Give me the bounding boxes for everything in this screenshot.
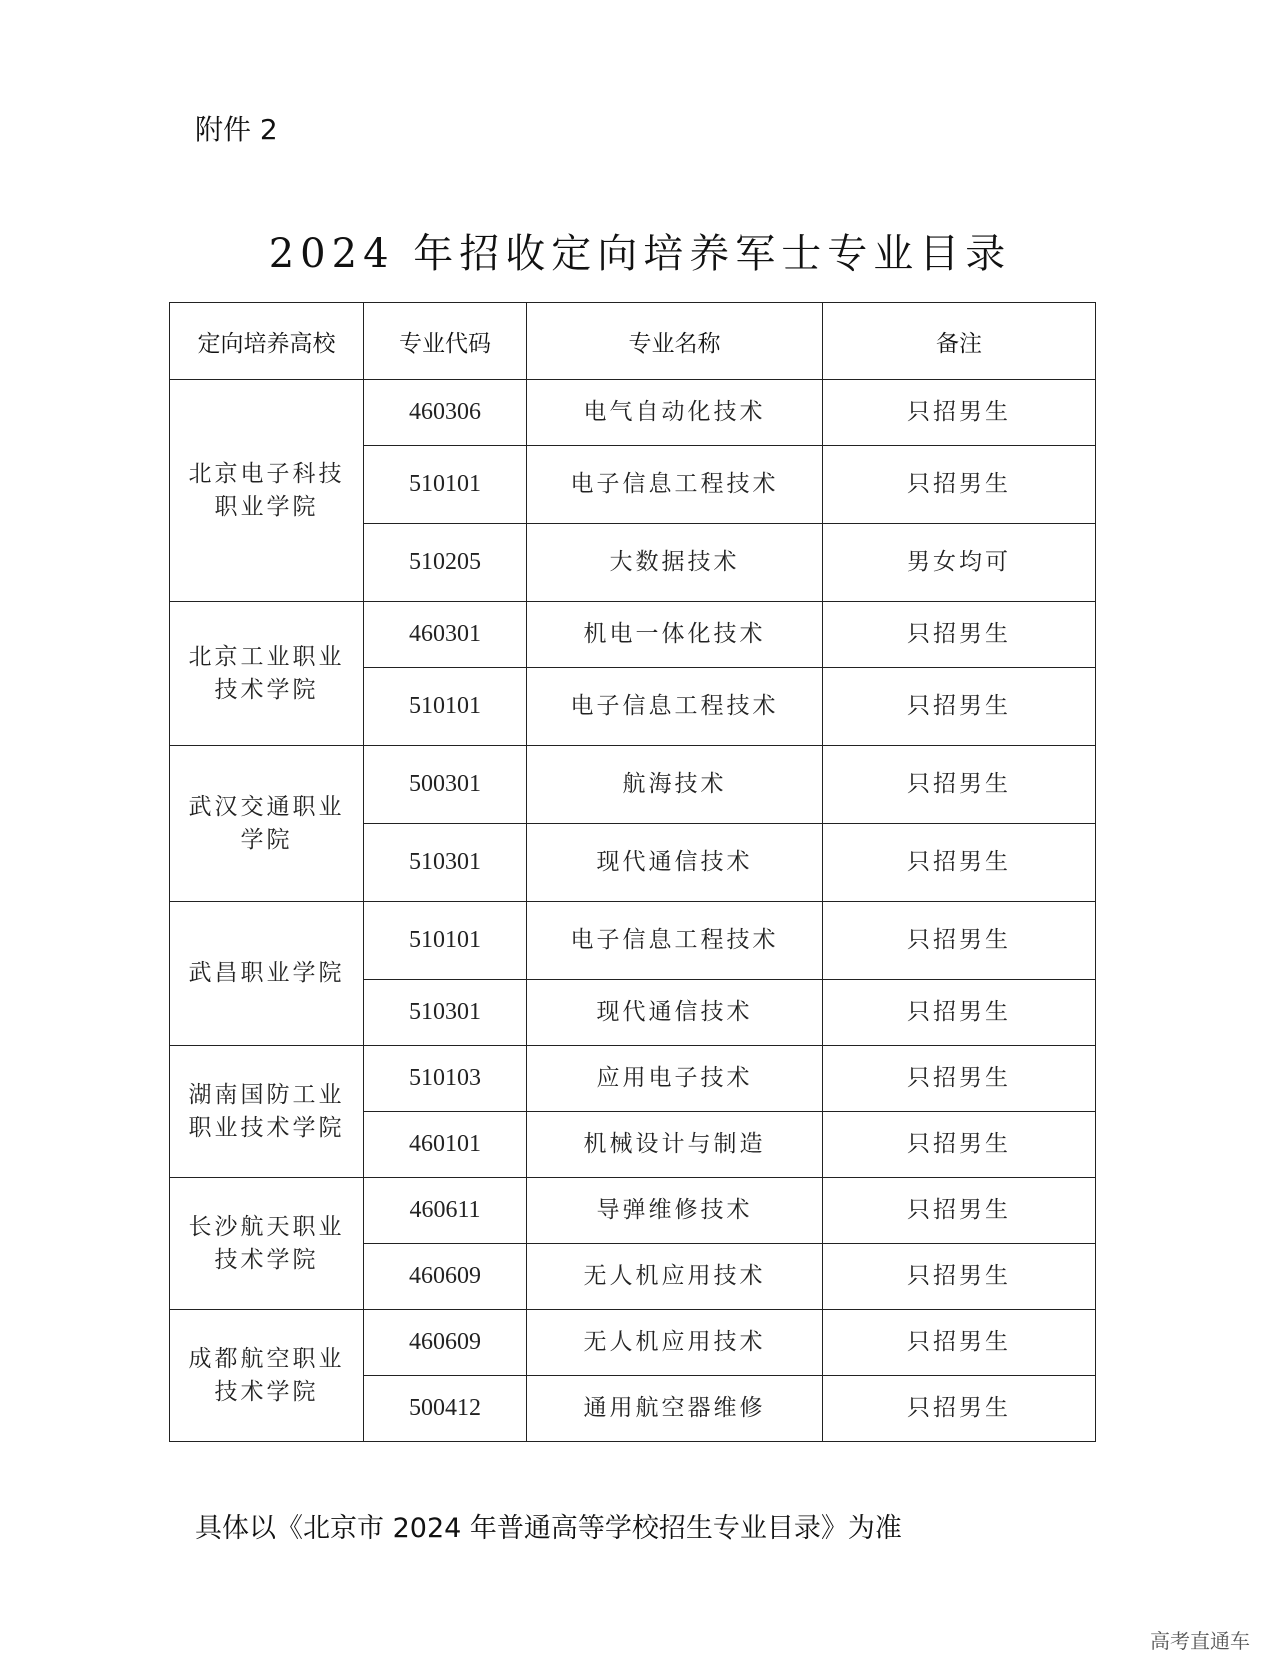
header-code: 专业代码 [364,303,527,380]
major-name: 电气自动化技术 [527,380,823,446]
major-name: 现代通信技术 [527,980,823,1046]
major-code: 460301 [364,602,527,668]
school-name: 北京工业职业技术学院 [170,602,364,746]
major-catalog-table [169,302,1096,1442]
table-header-row [170,303,1096,380]
header-major: 专业名称 [527,303,823,380]
major-name: 电子信息工程技术 [527,902,823,980]
school-name: 北京电子科技职业学院 [170,380,364,602]
header-note: 备注 [823,303,1096,380]
major-code: 510301 [364,824,527,902]
remark: 只招男生 [823,1244,1096,1310]
table-row [170,1046,1096,1112]
document-title: 2024 年招收定向培养军士专业目录 [268,231,1012,277]
remark: 只招男生 [823,1178,1096,1244]
remark: 只招男生 [823,1310,1096,1376]
footer-note: 具体以《北京市 2024 年普通高等学校招生专业目录》为准 [195,1513,902,1544]
major-code: 460306 [364,380,527,446]
table-row [170,602,1096,668]
major-code: 460609 [364,1310,527,1376]
major-code: 510103 [364,1046,527,1112]
table-row [170,902,1096,980]
remark: 只招男生 [823,380,1096,446]
remark: 只招男生 [823,902,1096,980]
remark: 男女均可 [823,524,1096,602]
major-name: 应用电子技术 [527,1046,823,1112]
watermark: 高考直通车 [1150,1629,1250,1653]
table-row [170,380,1096,446]
major-name: 导弹维修技术 [527,1178,823,1244]
major-name: 通用航空器维修 [527,1376,823,1442]
attachment-label: 附件 2 [195,113,278,146]
table-row [170,1310,1096,1376]
school-name: 武汉交通职业学院 [170,746,364,902]
table-row [170,746,1096,824]
remark: 只招男生 [823,602,1096,668]
major-code: 510301 [364,980,527,1046]
remark: 只招男生 [823,668,1096,746]
school-name: 成都航空职业技术学院 [170,1310,364,1442]
major-name: 大数据技术 [527,524,823,602]
major-name: 现代通信技术 [527,824,823,902]
major-code: 510101 [364,446,527,524]
major-code: 500412 [364,1376,527,1442]
remark: 只招男生 [823,1376,1096,1442]
remark: 只招男生 [823,446,1096,524]
major-code: 460611 [364,1178,527,1244]
major-code: 500301 [364,746,527,824]
major-code: 510205 [364,524,527,602]
remark: 只招男生 [823,746,1096,824]
major-name: 电子信息工程技术 [527,668,823,746]
major-name: 航海技术 [527,746,823,824]
major-name: 机电一体化技术 [527,602,823,668]
school-name: 武昌职业学院 [170,902,364,1046]
major-code: 460101 [364,1112,527,1178]
table-row [170,1178,1096,1244]
major-name: 机械设计与制造 [527,1112,823,1178]
major-name: 电子信息工程技术 [527,446,823,524]
major-code: 510101 [364,902,527,980]
remark: 只招男生 [823,824,1096,902]
remark: 只招男生 [823,1112,1096,1178]
major-name: 无人机应用技术 [527,1310,823,1376]
major-name: 无人机应用技术 [527,1244,823,1310]
major-code: 460609 [364,1244,527,1310]
remark: 只招男生 [823,1046,1096,1112]
major-code: 510101 [364,668,527,746]
remark: 只招男生 [823,980,1096,1046]
school-name: 长沙航天职业技术学院 [170,1178,364,1310]
school-name: 湖南国防工业职业技术学院 [170,1046,364,1178]
header-school: 定向培养高校 [170,303,364,380]
